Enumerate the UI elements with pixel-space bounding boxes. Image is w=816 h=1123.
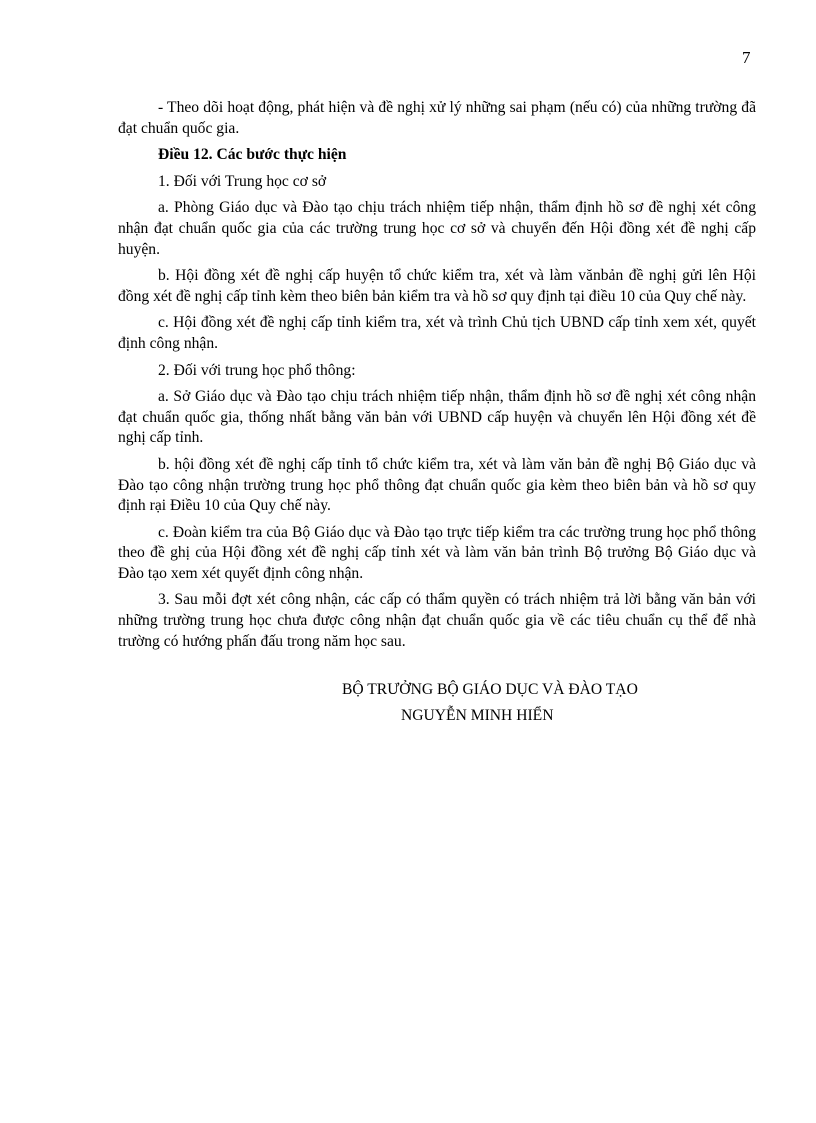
paragraph: a. Sở Giáo dục và Đào tạo chịu trách nhiệm tiếp nhận, thẩm định hồ sơ đề nghị xét công nhận đạt chuẩn quốc gia, thống nhất bằng văn bản với UBND cấp huyện và chuyển lên Hội đồng xét đề nghị cấp tỉnh. [118,388,756,447]
page-number: 7 [742,48,751,67]
article-heading: Điều 12. Các bước thực hiện [158,146,347,164]
paragraph: - Theo dõi hoạt động, phát hiện và đề nghị xử lý những sai phạm (nếu có) của những trường đã đạt chuẩn quốc gia. [118,99,756,137]
section-heading: 2. Đối với trung học phổ thông: [158,361,356,379]
signature-name: NGUYỄN MINH HIỂN [401,707,554,724]
signature-title: BỘ TRƯỞNG BỘ GIÁO DỤC VÀ ĐÀO TẠO [342,681,638,698]
section-heading: 1. Đối với Trung học cơ sở [158,172,327,190]
paragraph: 3. Sau mỗi đợt xét công nhận, các cấp có thẩm quyền có trách nhiệm trả lời bằng văn bản với những trường trung học chưa được công nhận đạt chuẩn quốc gia về các tiêu chuẩn cụ thể để nhà trường có hướng phấn đấu trong năm học sau. [118,591,756,650]
document-body [118,98,756,658]
paragraph: c. Hội đồng xét đề nghị cấp tỉnh kiểm tra, xét và trình Chủ tịch UBND cấp tỉnh xem xét, quyết định công nhận. [118,314,756,352]
paragraph: b. Hội đồng xét đề nghị cấp huyện tổ chức kiểm tra, xét và làm vănbản đề nghị gửi lên Hội đồng xét đề nghị cấp tỉnh kèm theo biên bản kiểm tra và hồ sơ quy định tại điều 10 của Quy chế này. [118,267,756,305]
paragraph: b. hội đồng xét đề nghị cấp tỉnh tổ chức kiểm tra, xét và làm văn bản đề nghị Bộ Giáo dục và Đào tạo công nhận trường trung học phổ thông đạt chuẩn quốc gia kèm theo biên bản và hồ sơ quy định rại Điều 10 của Quy chế này. [118,455,756,515]
paragraph: c. Đoàn kiểm tra của Bộ Giáo dục và Đào tạo trực tiếp kiểm tra các trường trung học phổ thông theo đề ghị của Hội đồng xét đề nghị cấp tỉnh xét và làm văn bản trình Bộ trưởng Bộ Giáo dục và Đào tạo xem xét quyết định công nhận. [118,523,756,582]
paragraph: a. Phòng Giáo dục và Đào tạo chịu trách nhiệm tiếp nhận, thẩm định hồ sơ đề nghị xét công nhận đạt chuẩn quốc gia của các trường trung học cơ sở và chuyển đến Hội đồng xét đề nghị cấp huyện. [118,199,756,258]
